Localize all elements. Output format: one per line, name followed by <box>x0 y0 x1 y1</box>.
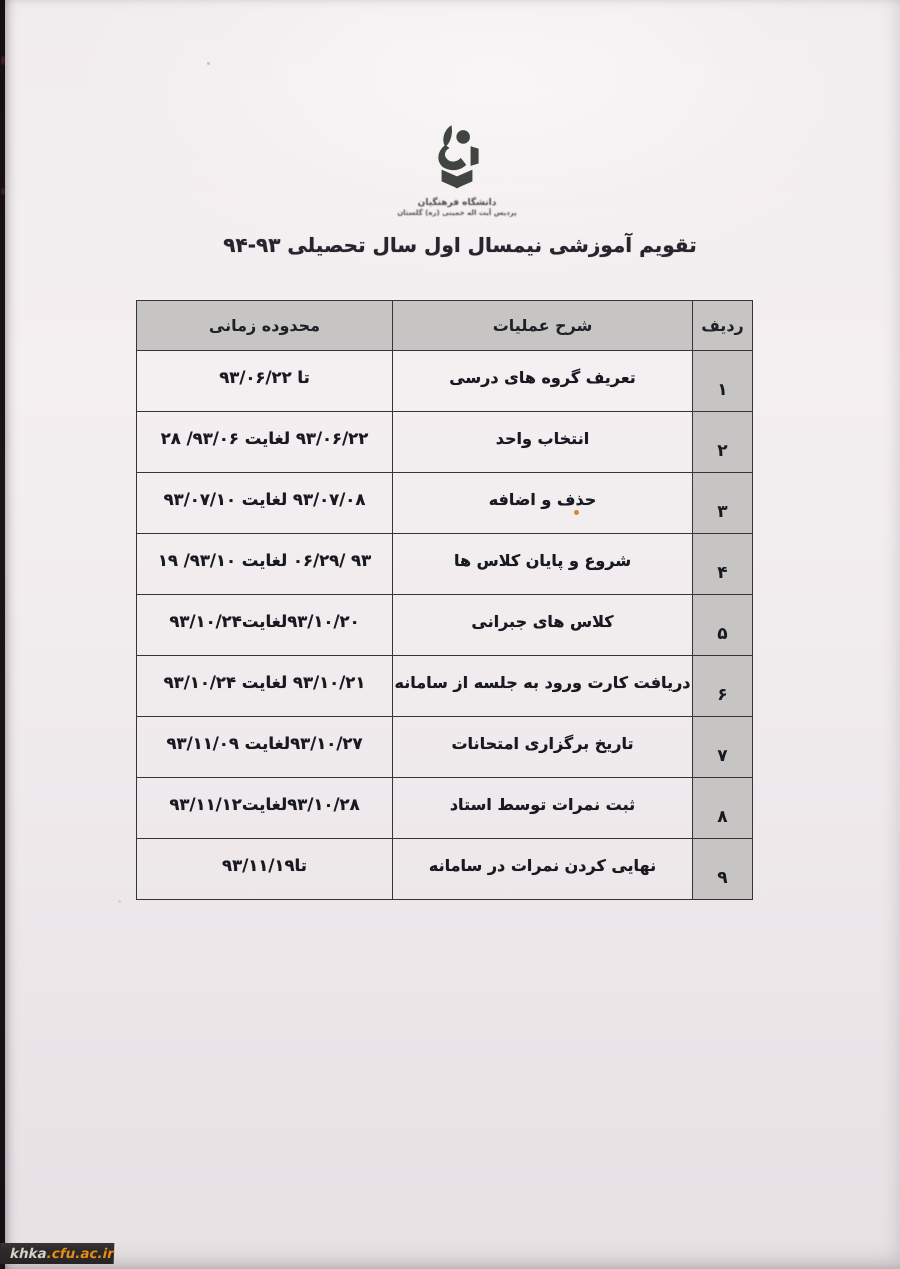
university-logo-block <box>392 124 522 217</box>
footer-url-prefix: khka <box>9 1245 47 1262</box>
cell-time-range: ۹۳/۱۰/۲۸لغایت۹۳/۱۱/۱۲ <box>137 778 393 839</box>
scan-edge-smudge <box>1 56 5 65</box>
cell-row-number: ۵ <box>693 595 753 656</box>
gray-speck-artifact <box>207 62 210 65</box>
cell-time-range: ۹۳/۱۰/۲۷لغایت ۹۳/۱۱/۰۹ <box>137 717 393 778</box>
cell-row-number: ۴ <box>693 534 753 595</box>
cell-time-range: ۹۳/۰۶/۲۲ لغایت ۹۳/۰۶/ ۲۸ <box>137 412 393 473</box>
orange-speck-artifact <box>574 510 579 515</box>
cell-operation-description: شروع و پایان کلاس ها <box>393 534 693 595</box>
cell-operation-description: نهایی کردن نمرات در سامانه <box>393 839 693 900</box>
cell-row-number: ۶ <box>693 656 753 717</box>
table-row <box>137 656 753 717</box>
footer-url-watermark <box>0 1243 114 1264</box>
table-body <box>137 351 753 900</box>
cell-row-number: ۱ <box>693 351 753 412</box>
logo-caption-campus: پردیس آیت اله خمینی (ره) گلستان <box>397 209 517 217</box>
cell-operation-description: تاریخ برگزاری امتحانات <box>393 717 693 778</box>
cell-operation-description: انتخاب واحد <box>393 412 693 473</box>
footer-url-suffix: .cfu.ac.ir <box>46 1245 115 1262</box>
table-row <box>137 595 753 656</box>
table-row <box>137 351 753 412</box>
cell-operation-description: تعریف گروه های درسی <box>393 351 693 412</box>
cell-time-range: ۹۳/۱۰/۲۱ لغایت ۹۳/۱۰/۲۴ <box>137 656 393 717</box>
farhangian-university-logo-icon <box>426 124 488 198</box>
header-time-range: محدوده زمانی <box>137 301 393 351</box>
cell-row-number: ۸ <box>693 778 753 839</box>
cell-operation-description: ثبت نمرات توسط استاد <box>393 778 693 839</box>
cell-operation-description: دریافت کارت ورود به جلسه از سامانه <box>393 656 693 717</box>
cell-row-number: ۳ <box>693 473 753 534</box>
table-row <box>137 717 753 778</box>
cell-time-range: ۹۳ /۰۶/۲۹ لغایت ۹۳/۱۰/ ۱۹ <box>137 534 393 595</box>
table-header-row <box>137 301 753 351</box>
document-title: تقویم آموزشی نیمسال اول سال تحصیلی ۹۳-۹۴ <box>223 233 697 257</box>
header-description: شرح عملیات <box>393 301 693 351</box>
table-row <box>137 412 753 473</box>
cell-time-range: ۹۳/۰۷/۰۸ لغایت ۹۳/۰۷/۱۰ <box>137 473 393 534</box>
table-row <box>137 534 753 595</box>
table-row <box>137 778 753 839</box>
cell-time-range: تا ۹۳/۰۶/۲۲ <box>137 351 393 412</box>
cell-row-number: ۷ <box>693 717 753 778</box>
gray-speck-artifact <box>118 900 121 903</box>
cell-time-range: تا۹۳/۱۱/۱۹ <box>137 839 393 900</box>
cell-operation-description: کلاس های جبرانی <box>393 595 693 656</box>
table-row <box>137 839 753 900</box>
logo-caption-university: دانشگاه فرهنگیان <box>417 198 497 208</box>
academic-calendar-table <box>136 300 753 900</box>
cell-operation-description: حذف و اضافه <box>393 473 693 534</box>
scan-edge-smudge <box>1 188 5 195</box>
table-row <box>137 473 753 534</box>
cell-row-number: ۹ <box>693 839 753 900</box>
header-row-number: ردیف <box>693 301 753 351</box>
cell-row-number: ۲ <box>693 412 753 473</box>
cell-time-range: ۹۳/۱۰/۲۰لغایت۹۳/۱۰/۲۴ <box>137 595 393 656</box>
